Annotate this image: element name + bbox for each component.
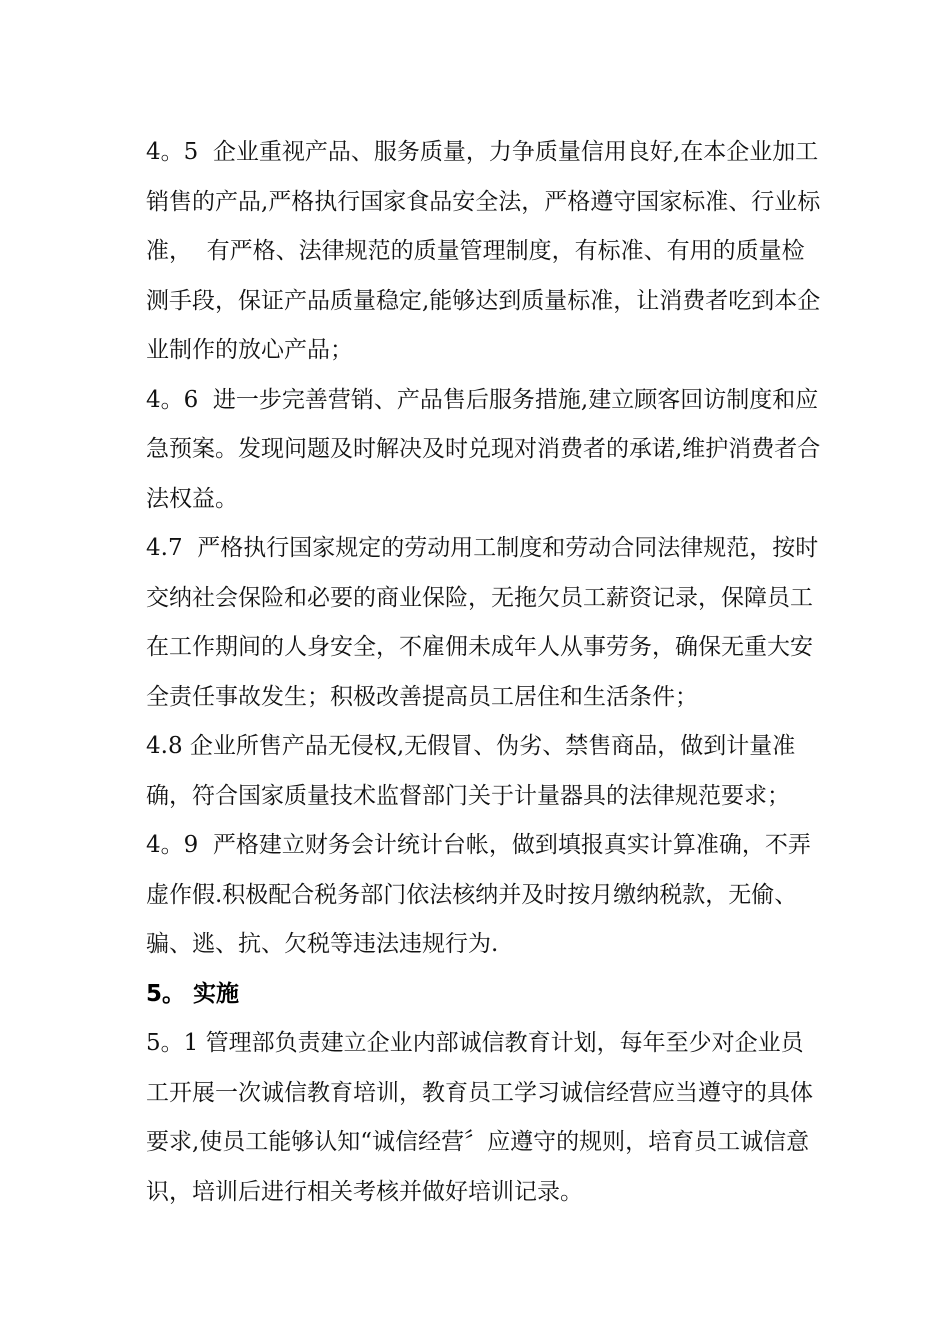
clause-4-5-paragraph: 4。5 企业重视产品、服务质量，力争质量信用良好,在本企业加工销售的产品,严格执行国家食品安全法，严格遵守国家标准、行业标准， 有严格、法律规范的质量管理制度，有标准、有用的质量检测手段，保证产品质量稳定,能够达到质量标准，让消费者吃到本企业制作的放心产品；: [146, 139, 821, 363]
document-body: [146, 128, 826, 1217]
clause-4-7-paragraph: 4.7 严格执行国家规定的劳动用工制度和劳动合同法律规范，按时交纳社会保险和必要的商业保险，无拖欠员工薪资记录，保障员工在工作期间的人身安全，不雇佣未成年人从事劳务，确保无重大安全责任事故发生；积极改善提高员工居住和生活条件；: [146, 535, 819, 710]
section-5-heading: 5。 实施: [146, 980, 240, 1007]
clause-4-9-paragraph: 4。9 严格建立财务会计统计台帐，做到填报真实计算准确，不弄虚作假.积极配合税务部门依法核纳并及时按月缴纳税款，无偷、骗、逃、抗、欠税等违法违规行为.: [146, 832, 811, 957]
clause-4-8-paragraph: 4.8 企业所售产品无侵权,无假冒、伪劣、禁售商品，做到计量准确，符合国家质量技术监督部门关于计量器具的法律规范要求；: [146, 733, 796, 809]
clause-4-6-paragraph: 4。6 进一步完善营销、产品售后服务措施,建立顾客回访制度和应急预案。发现问题及时解决及时兑现对消费者的承诺,维护消费者合法权益。: [146, 386, 821, 512]
clause-5-1-paragraph: 5。1 管理部负责建立企业内部诚信教育计划，每年至少对企业员工开展一次诚信教育培训，教育员工学习诚信经营应当遵守的具体要求,使员工能够认知“诚信经营〞应遵守的规则，培育员工诚信意识，培训后进行相关考核并做好培训记录。: [146, 1030, 813, 1205]
